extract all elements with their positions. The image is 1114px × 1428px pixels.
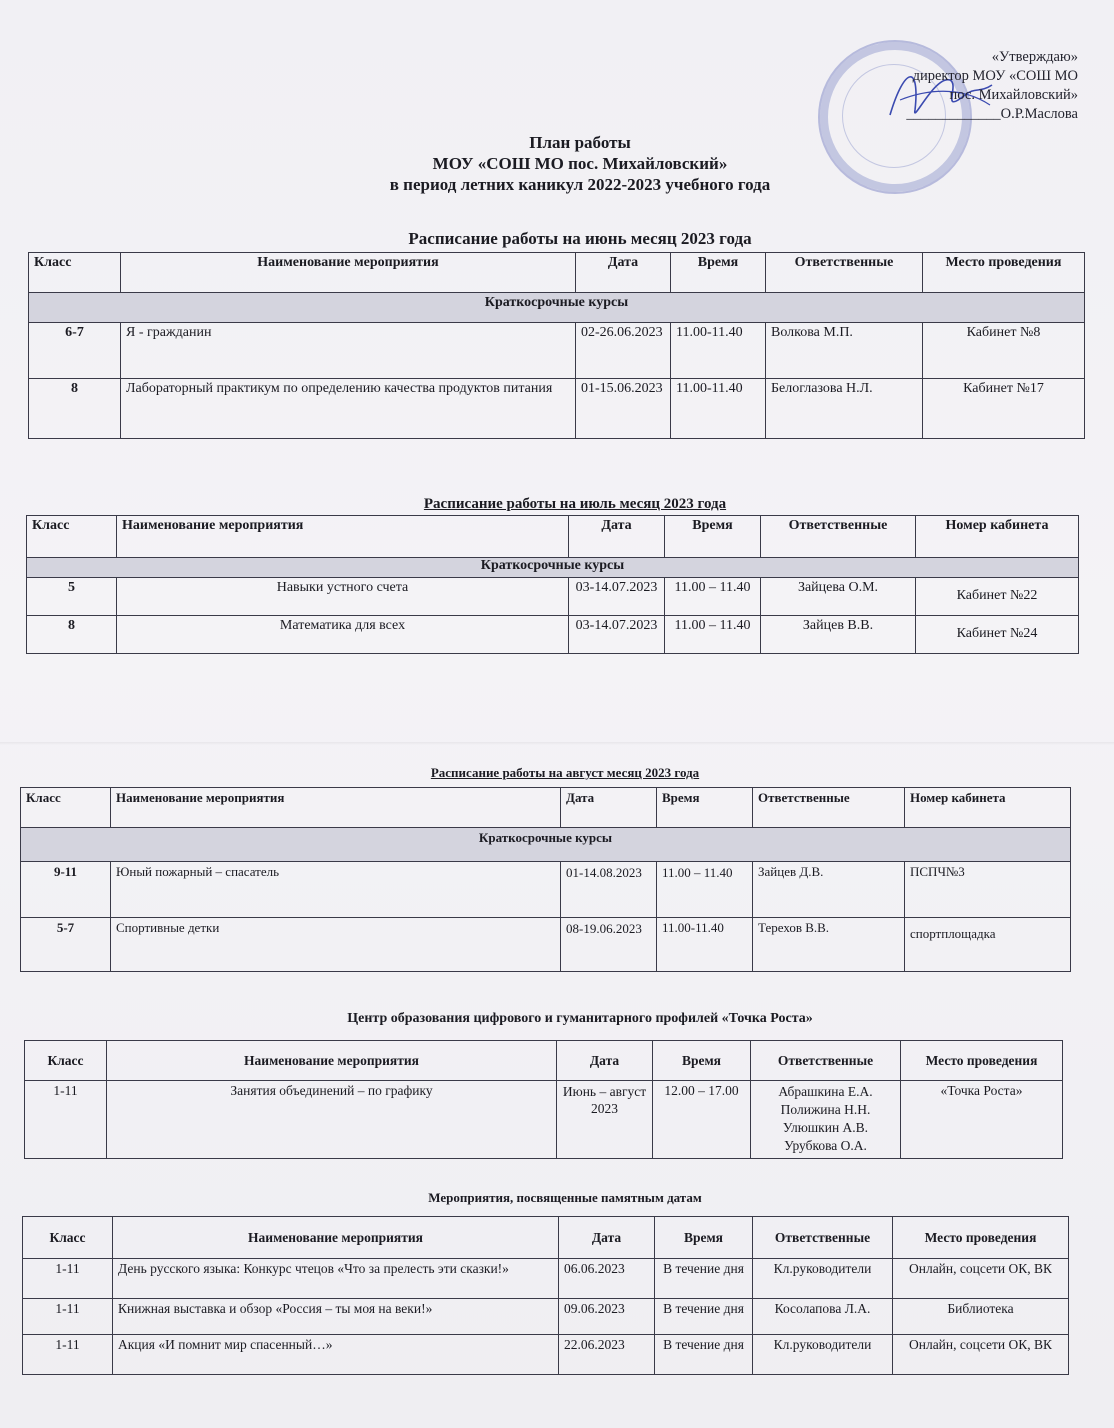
cell-name: Спортивные детки <box>111 918 561 972</box>
cell-room: ПСПЧ№3 <box>905 862 1071 918</box>
col-time: Время <box>665 516 761 558</box>
group-row <box>29 293 1085 323</box>
responsible-person: Полижина Н.Н. <box>780 1102 871 1117</box>
table-header-row <box>21 788 1071 828</box>
cell-name: Навыки устного счета <box>117 578 569 616</box>
col-class: Класс <box>23 1217 113 1259</box>
cell-place: «Точка Роста» <box>901 1081 1063 1159</box>
col-date: Дата <box>561 788 657 828</box>
col-place: Место проведения <box>923 253 1085 293</box>
table-row <box>29 323 1085 379</box>
cell-responsible: Волкова М.П. <box>766 323 923 379</box>
group-label: Краткосрочные курсы <box>21 828 1071 862</box>
table-header-row <box>29 253 1085 293</box>
cell-class: 6-7 <box>29 323 121 379</box>
col-name: Наименование мероприятия <box>117 516 569 558</box>
cell-responsible: Белоглазова Н.Л. <box>766 379 923 439</box>
col-responsible: Ответственные <box>751 1041 901 1081</box>
cell-time: В течение дня <box>655 1259 753 1299</box>
approval-line-3: пос. Михайловский» <box>949 87 1078 103</box>
cell-time: 12.00 – 17.00 <box>653 1081 751 1159</box>
table-row <box>29 379 1085 439</box>
august-table <box>20 787 1071 972</box>
col-date: Дата <box>557 1041 653 1081</box>
responsible-person: Улюшкин А.В. <box>782 1120 869 1135</box>
table-row <box>21 862 1071 918</box>
responsible-person: Абрашкина Е.А. <box>778 1084 873 1099</box>
table-row <box>21 918 1071 972</box>
responsible-person: Урубкова О.А. <box>784 1138 867 1153</box>
document-title <box>280 132 880 195</box>
col-name: Наименование мероприятия <box>107 1041 557 1081</box>
july-section-title: Расписание работы на июль месяц 2023 года <box>423 496 727 512</box>
table-header-row <box>27 516 1079 558</box>
col-room: Номер кабинета <box>916 516 1079 558</box>
cell-time: В течение дня <box>655 1299 753 1335</box>
col-class: Класс <box>21 788 111 828</box>
cell-responsible: Кл.руководители <box>753 1335 893 1375</box>
title-line-1: План работы <box>529 133 631 152</box>
cell-time: 11.00-11.40 <box>671 379 766 439</box>
cell-responsible <box>751 1081 901 1159</box>
cell-name: Книжная выставка и обзор «Россия – ты моя на веки!» <box>113 1299 559 1335</box>
col-responsible: Ответственные <box>753 788 905 828</box>
cell-date: 03-14.07.2023 <box>569 578 665 616</box>
cell-date: Июнь – август 2023 <box>557 1081 653 1159</box>
cell-date: 22.06.2023 <box>559 1335 655 1375</box>
col-place: Место проведения <box>893 1217 1069 1259</box>
group-label: Краткосрочные курсы <box>29 293 1085 323</box>
tochka-section-title: Центр образования цифрового и гуманитарного профилей «Точка Роста» <box>347 1011 813 1026</box>
paper-fold <box>0 742 1114 745</box>
cell-place: Кабинет №17 <box>923 379 1085 439</box>
cell-class: 5-7 <box>21 918 111 972</box>
cell-date: 02-26.06.2023 <box>576 323 671 379</box>
cell-name: Занятия объединений – по графику <box>107 1081 557 1159</box>
cell-class: 8 <box>27 616 117 654</box>
cell-time: 11.00 – 11.40 <box>657 862 753 918</box>
col-name: Наименование мероприятия <box>113 1217 559 1259</box>
cell-time: 11.00 – 11.40 <box>665 578 761 616</box>
col-time: Время <box>671 253 766 293</box>
approval-line-2: директор МОУ «СОШ МО <box>912 68 1078 84</box>
cell-name: День русского языка: Конкурс чтецов «Что за прелесть эти сказки!» <box>113 1259 559 1299</box>
cell-responsible: Зайцев В.В. <box>761 616 916 654</box>
col-time: Время <box>655 1217 753 1259</box>
table-header-row <box>25 1041 1063 1081</box>
cell-date: 01-14.08.2023 <box>561 862 657 918</box>
group-label: Краткосрочные курсы <box>27 558 1079 578</box>
col-class: Класс <box>29 253 121 293</box>
approval-line-1: «Утверждаю» <box>991 49 1078 65</box>
cell-place: Онлайн, соцсети ОК, ВК <box>893 1259 1069 1299</box>
cell-date: 09.06.2023 <box>559 1299 655 1335</box>
memorial-section-title: Мероприятия, посвященные памятным датам <box>428 1190 702 1205</box>
table-row <box>27 616 1079 654</box>
cell-time: 11.00-11.40 <box>657 918 753 972</box>
col-time: Время <box>657 788 753 828</box>
cell-class: 1-11 <box>23 1259 113 1299</box>
col-responsible: Ответственные <box>761 516 916 558</box>
title-line-2: МОУ «СОШ МО пос. Михайловский» <box>432 154 728 173</box>
cell-responsible: Зайцева О.М. <box>761 578 916 616</box>
cell-date: 06.06.2023 <box>559 1259 655 1299</box>
col-date: Дата <box>569 516 665 558</box>
table-row <box>25 1081 1063 1159</box>
cell-room: Кабинет №22 <box>916 578 1079 616</box>
col-responsible: Ответственные <box>753 1217 893 1259</box>
memorial-table <box>22 1216 1069 1375</box>
cell-name: Лабораторный практикум по определению качества продуктов питания <box>121 379 576 439</box>
cell-room: Кабинет №24 <box>916 616 1079 654</box>
col-place: Место проведения <box>901 1041 1063 1081</box>
table-row <box>23 1259 1069 1299</box>
col-name: Наименование мероприятия <box>121 253 576 293</box>
cell-time: 11.00-11.40 <box>671 323 766 379</box>
table-row <box>23 1299 1069 1335</box>
cell-name: Юный пожарный – спасатель <box>111 862 561 918</box>
cell-responsible: Терехов В.В. <box>753 918 905 972</box>
cell-class: 1-11 <box>23 1335 113 1375</box>
cell-date: 03-14.07.2023 <box>569 616 665 654</box>
cell-class: 1-11 <box>23 1299 113 1335</box>
cell-responsible: Косолапова Л.А. <box>753 1299 893 1335</box>
approval-block <box>906 48 1078 124</box>
cell-place: Библиотека <box>893 1299 1069 1335</box>
group-row <box>27 558 1079 578</box>
col-time: Время <box>653 1041 751 1081</box>
cell-time: В течение дня <box>655 1335 753 1375</box>
july-table <box>26 515 1079 654</box>
col-date: Дата <box>559 1217 655 1259</box>
group-row <box>21 828 1071 862</box>
cell-name: Я - гражданин <box>121 323 576 379</box>
table-row <box>27 578 1079 616</box>
approval-line-4: _____________О.Р.Маслова <box>906 106 1078 122</box>
cell-date: 01-15.06.2023 <box>576 379 671 439</box>
cell-place: Кабинет №8 <box>923 323 1085 379</box>
col-room: Номер кабинета <box>905 788 1071 828</box>
cell-responsible: Зайцев Д.В. <box>753 862 905 918</box>
tochka-table <box>24 1040 1063 1159</box>
table-header-row <box>23 1217 1069 1259</box>
title-line-3: в период летних каникул 2022-2023 учебного года <box>389 175 771 194</box>
col-class: Класс <box>27 516 117 558</box>
cell-responsible: Кл.руководители <box>753 1259 893 1299</box>
col-name: Наименование мероприятия <box>111 788 561 828</box>
june-section-title: Расписание работы на июнь месяц 2023 года <box>408 229 752 248</box>
cell-name: Акция «И помнит мир спасенный…» <box>113 1335 559 1375</box>
col-class: Класс <box>25 1041 107 1081</box>
col-date: Дата <box>576 253 671 293</box>
august-section-title: Расписание работы на август месяц 2023 года <box>430 765 700 780</box>
cell-class: 1-11 <box>25 1081 107 1159</box>
cell-name: Математика для всех <box>117 616 569 654</box>
cell-room: спортплощадка <box>905 918 1071 972</box>
june-table <box>28 252 1085 439</box>
cell-place: Онлайн, соцсети ОК, ВК <box>893 1335 1069 1375</box>
table-row <box>23 1335 1069 1375</box>
cell-class: 8 <box>29 379 121 439</box>
cell-date: 08-19.06.2023 <box>561 918 657 972</box>
cell-class: 5 <box>27 578 117 616</box>
cell-time: 11.00 – 11.40 <box>665 616 761 654</box>
cell-class: 9-11 <box>21 862 111 918</box>
col-responsible: Ответственные <box>766 253 923 293</box>
